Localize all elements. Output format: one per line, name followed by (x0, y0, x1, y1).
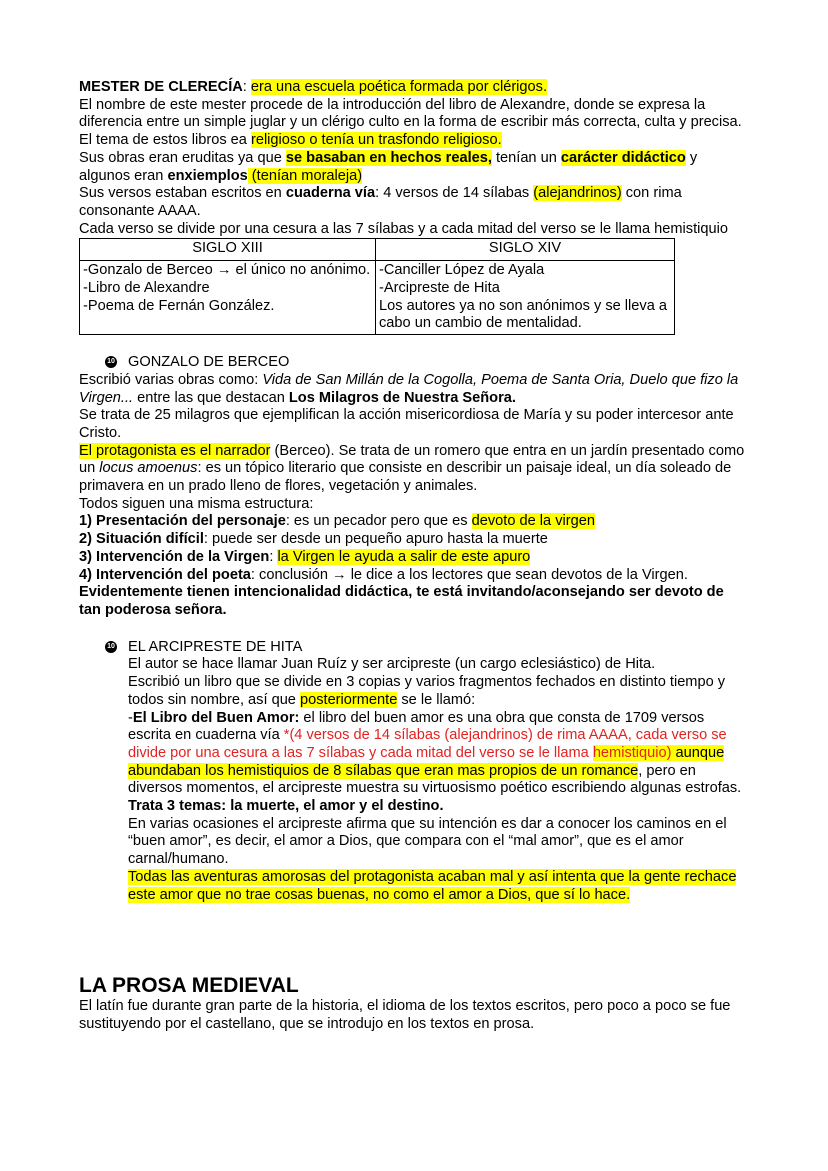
mester-obras-paragraph: Sus obras eran eruditas ya que se basaban en hechos reales, tenían un carácter didáctico y algunos eran enxiemplos (tenían moraleja) (79, 149, 698, 184)
milagros-title: Los Milagros de Nuestra Señora. (288, 389, 516, 406)
buen-amor-title: El Libro del Buen Amor: (132, 709, 300, 726)
berceo-milagros-paragraph: Se trata de 25 milagros que ejemplifican la acción misericordiosa de María y su poder intercesor ante Cristo. (79, 407, 734, 441)
hita-title: EL ARCIPRESTE DE HITA (128, 638, 303, 655)
hita-heading (79, 639, 745, 657)
berceo-conclusion: Evidentemente tienen intencionalidad didáctica, te está invitando/aconsejando ser devoto de tan poderosa señora. (79, 584, 724, 618)
table-header-row (80, 239, 675, 261)
hita-body (79, 656, 745, 904)
document-page (79, 79, 745, 1034)
estructura-step-2: 2) Situación difícil: puede ser desde un pequeño apuro hasta la muerte (79, 531, 548, 548)
hita-buen-amor-explanation: En varias ocasiones el arcipreste afirma que su intención es dar a conocer los caminos en el “buen amor”, es decir, el amor a Dios, que compara con el “mal amor”, que es el amor carnal/humano. (128, 815, 727, 868)
enxiemplos-term: enxiemplos (167, 167, 248, 184)
siglo-xiii-cell (80, 261, 376, 335)
siglos-table (79, 238, 675, 335)
caracter-didactico-highlight: carácter didáctico (560, 149, 686, 166)
list-item: -Canciller López de Ayala (379, 262, 545, 279)
devoto-highlight: devoto de la virgen (471, 513, 595, 530)
hemistiquio-red-highlight: hemistiquio) (592, 744, 672, 761)
estructura-step-1: 1) Presentación del personaje: es un pecador pero que es devoto de la virgen (79, 513, 595, 530)
mester-term: MESTER DE CLERECÍA (79, 79, 243, 95)
berceo-works-italic: Vida de San Millán de la Cogolla, Poema de Santa Oria, Duelo que fizo la Virgen... (79, 371, 739, 406)
hita-temas: Trata 3 temas: la muerte, el amor y el destino. (128, 798, 444, 815)
hita-libro-origin-paragraph: Escribió un libro que se divide en 3 copias y varios fragmentos fechados en distinto tiempo y todos sin nombre, así que posteriormente se le llamó: (128, 674, 726, 708)
list-item: -Gonzalo de Berceo → el único no anónimo. (83, 262, 371, 279)
mester-tema-paragraph: El tema de estos libros ea religioso o tenía un trasfondo religioso. (79, 132, 502, 149)
estructura-step-4: 4) Intervención del poeta: conclusión → le dice a los lectores que sean devotos de la Virgen. (79, 566, 688, 583)
header-siglo-xiv: SIGLO XIV (376, 239, 675, 261)
estructura-step-3: 3) Intervención de la Virgen: la Virgen le ayuda a salir de este apuro (79, 548, 531, 565)
posteriormente-highlight: posteriormente (299, 691, 398, 708)
mester-definition: MESTER DE CLERECÍA: era una escuela poética formada por clérigos. (79, 79, 548, 95)
romance-highlight: aunque abundaban los hemistiquios de 8 sílabas que eran mas propios de un romance (128, 744, 725, 779)
mester-origin-paragraph: El nombre de este mester procede de la introducción del libro de Alexandre, donde se expresa la diferencia entre un simple juglar y un clérigo culto en la forma de escribir más correcta, culta y precisa. (79, 96, 742, 131)
list-item: Los autores ya no son anónimos y se lleva a cabo un cambio de mentalidad. (379, 297, 667, 332)
prosa-title: LA PROSA MEDIEVAL (79, 974, 299, 998)
hita-section (79, 639, 745, 905)
mester-versos-paragraph: Sus versos estaban escritos en cuaderna vía: 4 versos de 14 sílabas (alejandrinos) con rima consonante AAAA. (79, 185, 682, 219)
cuaderna-note-red: *(4 versos de 14 sílabas (alejandrinos) de rima AAAA, cada verso se divide por una cesura a las 7 sílabas y cada mitad del verso se le llama (128, 727, 727, 761)
moraleja-highlight: (tenían moraleja) (247, 167, 363, 184)
hechos-reales-highlight: se basaban en hechos reales, (285, 149, 492, 166)
header-siglo-xiii: SIGLO XIII (80, 239, 376, 261)
list-item: -Arcipreste de Hita (379, 280, 500, 297)
berceo-section (79, 354, 745, 620)
virgen-ayuda-highlight: la Virgen le ayuda a salir de este apuro (277, 548, 531, 565)
cuaderna-via-term: cuaderna vía (285, 185, 376, 202)
aventuras-highlight: Todas las aventuras amorosas del protagonista acaban mal y así intenta que la gente rechace este amor que no trae cosas buenas, no como el amor a Dios, que sí lo hace. (128, 868, 737, 903)
locus-amoenus-italic: locus amoenus (99, 460, 198, 477)
berceo-title: GONZALO DE BERCEO (128, 354, 290, 371)
numbered-bullet-icon: 10 (105, 356, 117, 368)
mester-cesura-paragraph: Cada verso se divide por una cesura a las 7 sílabas y a cada mitad del verso se le llama hemistiquio (79, 220, 728, 237)
alejandrinos-highlight: (alejandrinos) (533, 185, 622, 202)
protagonista-highlight: El protagonista es el narrador (79, 442, 271, 459)
list-item: -Libro de Alexandre (83, 280, 210, 297)
prosa-paragraph: El latín fue durante gran parte de la historia, el idioma de los textos escritos, pero poco a poco se fue sustituyendo por el castellano, que se introdujo en los textos en prosa. (79, 998, 731, 1032)
berceo-obras-paragraph: Escribió varias obras como: Vida de San Millán de la Cogolla, Poema de Santa Oria, Duelo que fizo la Virgen... entre las que destacan Los Milagros de Nuestra Señora. (79, 371, 739, 406)
tema-highlight: religioso o tenía un trasfondo religioso. (250, 132, 502, 149)
hita-aventuras-paragraph (128, 869, 745, 904)
numbered-bullet-icon: 10 (105, 641, 117, 653)
siglo-xiv-cell (376, 261, 675, 335)
prosa-section (79, 974, 745, 1033)
hita-autor-paragraph: El autor se hace llamar Juan Ruíz y ser arcipreste (un cargo eclesiástico) de Hita. (128, 656, 656, 673)
mester-def-highlight: era una escuela poética formada por clérigos. (250, 79, 548, 95)
list-item: -Poema de Fernán González. (83, 297, 275, 314)
berceo-heading (79, 354, 745, 372)
berceo-protagonista-paragraph: El protagonista es el narrador (Berceo). Se trata de un romero que entra en un jardín presentado como un locus amoenus: es un tópico literario que consiste en describir un paisaje ideal, un día soleado de primavera en un prado lleno de flores, vegetación y animales. (79, 442, 745, 495)
berceo-estructura-intro: Todos siguen una misma estructura: (79, 495, 314, 512)
table-row (80, 261, 675, 335)
hita-buen-amor-paragraph: -El Libro del Buen Amor: el libro del buen amor es una obra que consta de 1709 versos escrita en cuaderna vía *(4 versos de 14 sílabas (alejandrinos) de rima AAAA, cada verso se divide por una cesura a las 7 sílabas y cada mitad del verso se le llama hemistiquio) aunque abundaban los hemistiquios de 8 sílabas que eran mas propios de un romance, pero en diversos momentos, el arcipreste muestra su virtuosismo poético escribiendo algunas estrofas. (128, 709, 742, 797)
